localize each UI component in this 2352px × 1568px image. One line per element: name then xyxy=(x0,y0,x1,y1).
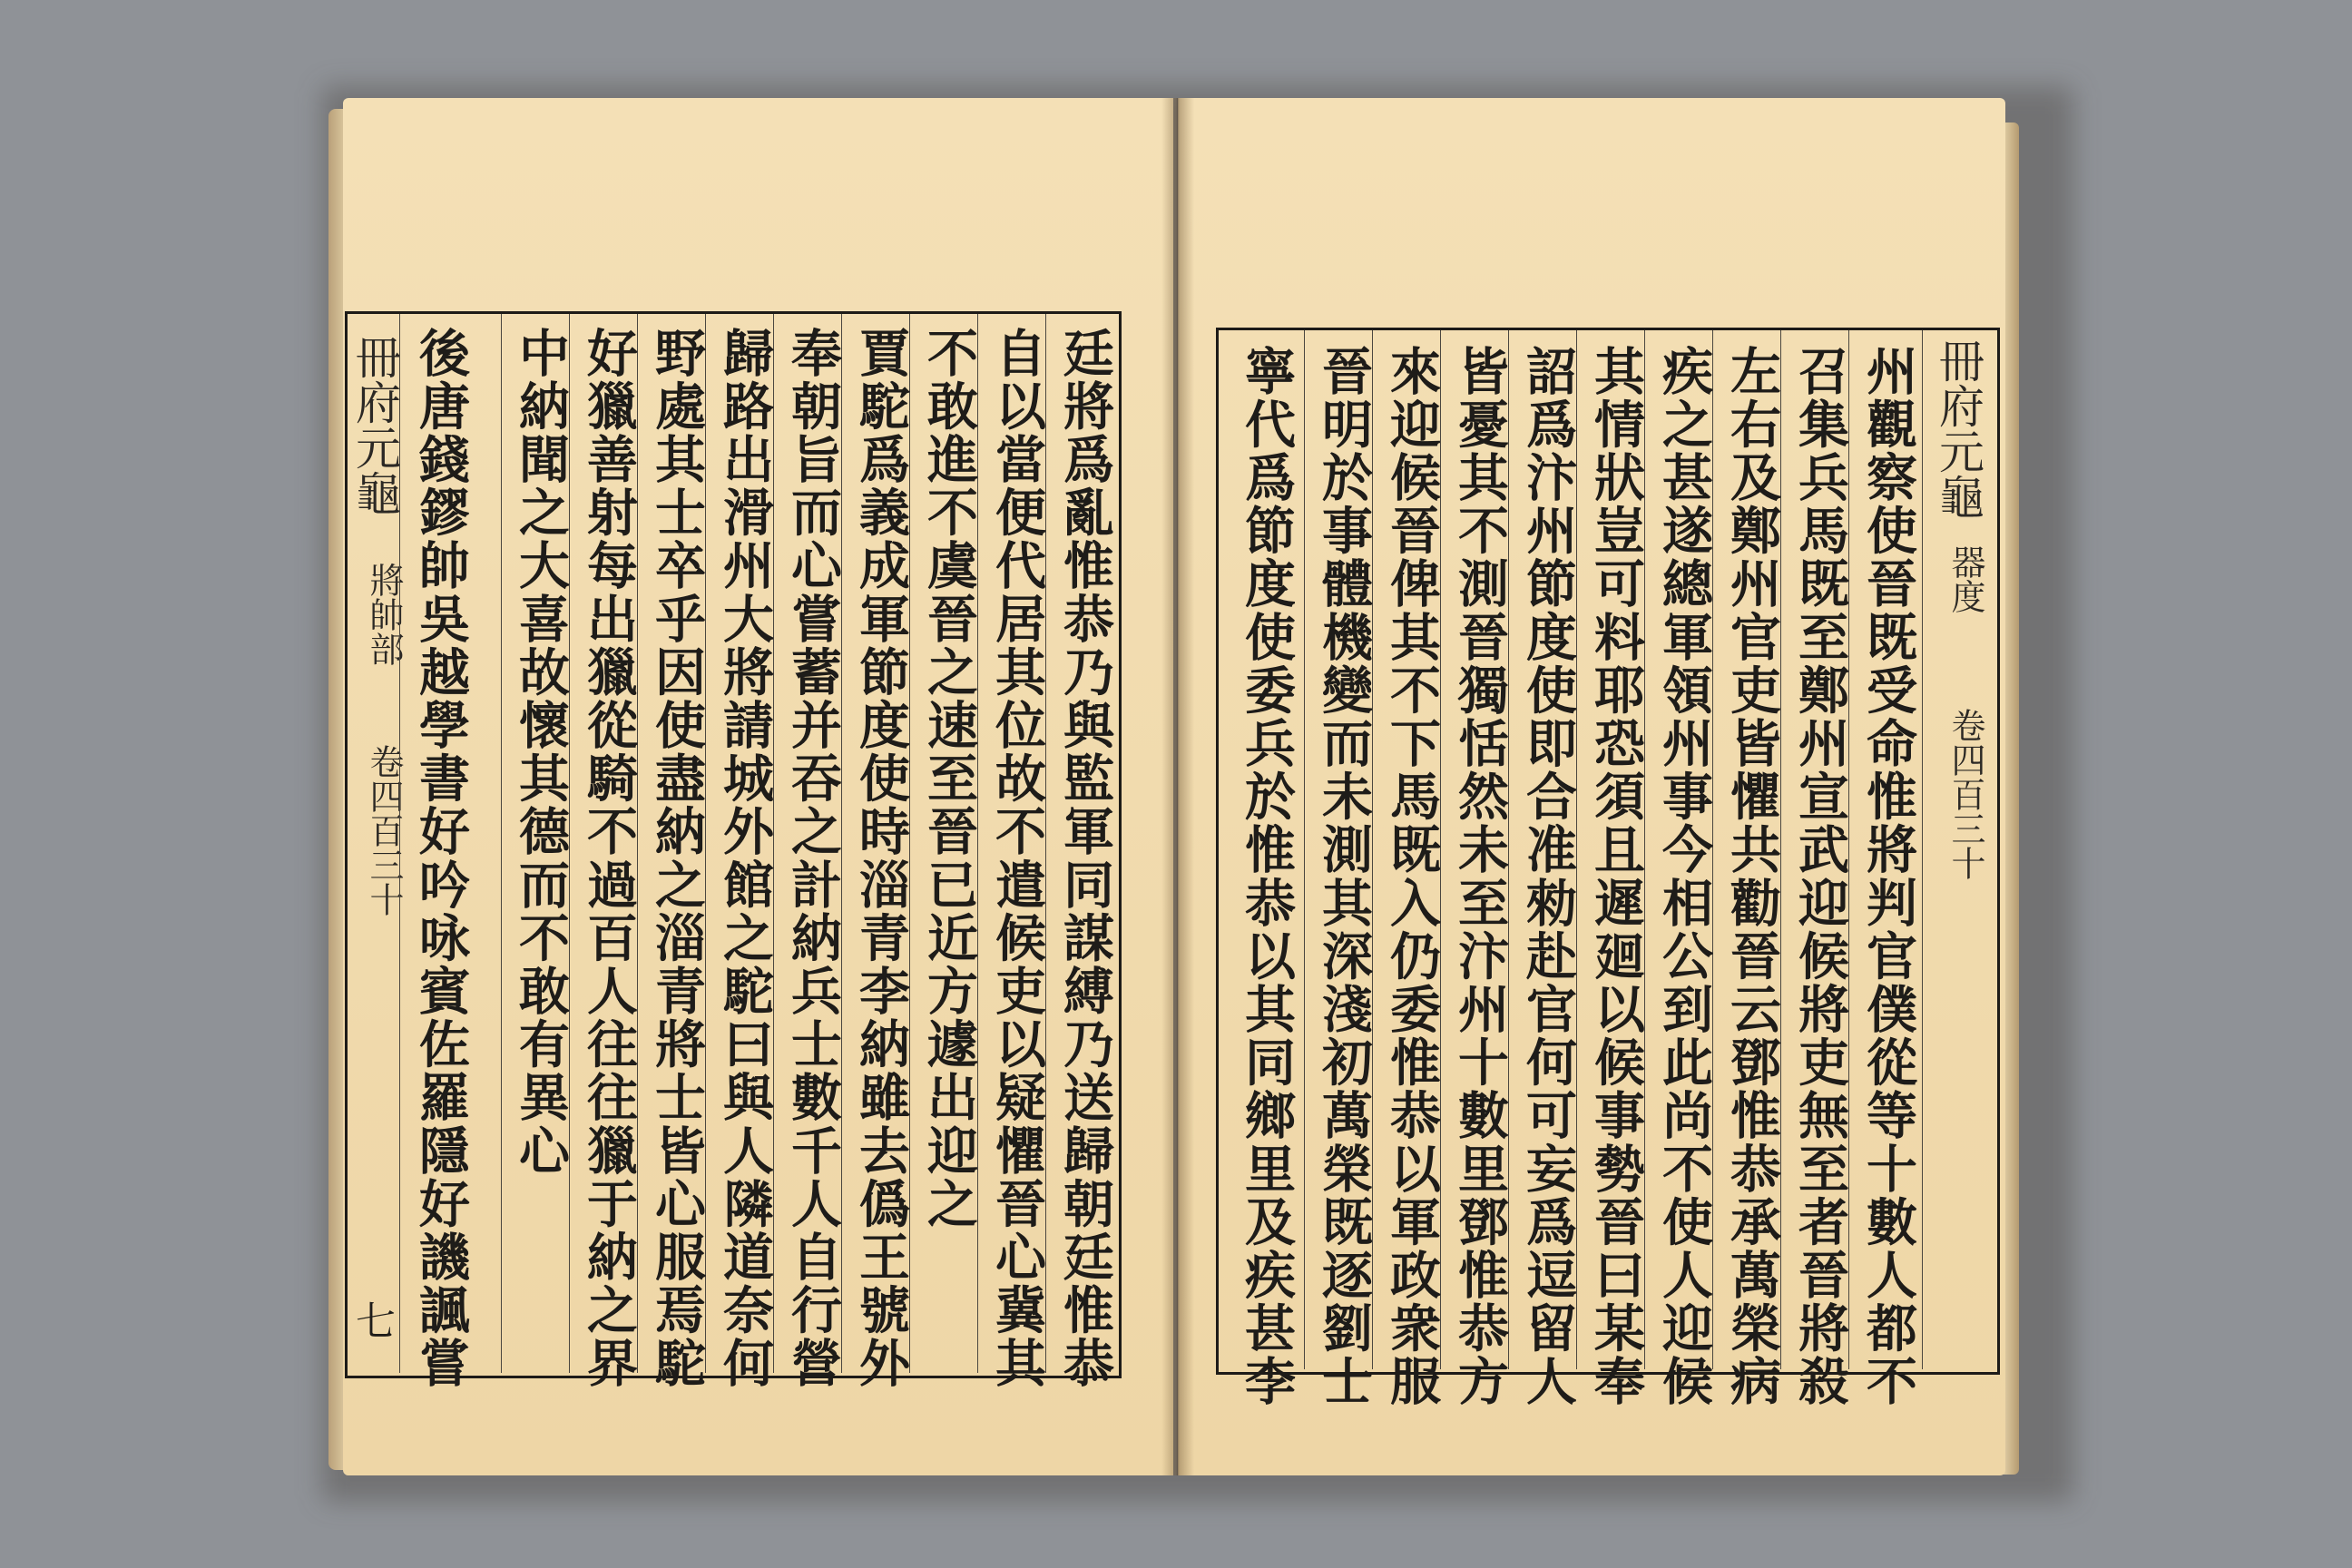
left-column-5: 奉朝旨而心嘗蓄并吞之計納兵士數千人自行營 xyxy=(783,327,843,1390)
left-column-6: 歸路出滑州大將請城外館之駝曰與人隣道奈何 xyxy=(715,327,775,1390)
right-column-2: 召集兵馬既至鄭州宣武迎候將吏無至者晉將殺 xyxy=(1790,345,1850,1408)
right-column-6: 詔爲汴州節度使即合准勑赴官何可妄爲逗留人 xyxy=(1518,345,1578,1408)
right-column-1: 州觀察使晉既受命惟將判官僕從等十數人都不 xyxy=(1858,345,1918,1408)
right-column-5: 其情狀豈可料耶恐須且遲廻以候事勢晉曰某奉 xyxy=(1586,345,1646,1408)
left-column-4: 賈駝爲義成軍節度使時淄青李納雖去僞王號外 xyxy=(851,327,911,1390)
left-column-8: 好獵善射每出獵從騎不過百人往往獵于納之界 xyxy=(579,327,639,1390)
right-column-3: 左右及鄭州官吏皆懼共勸晉云鄧惟恭承萬榮病 xyxy=(1722,345,1782,1408)
right-column-9: 晉明於事體機變而未測其深淺初萬榮既逐劉士 xyxy=(1314,345,1374,1408)
column-rule xyxy=(1304,330,1305,1369)
left-column-1: 廷將爲亂惟恭乃與監軍同謀縛乃送歸朝廷惟恭 xyxy=(1055,327,1115,1390)
right-margin-volume: 卷四百三十 xyxy=(1945,708,1985,880)
left-margin-section: 將帥部 xyxy=(364,563,404,666)
right-margin-title: 冊府元龜 xyxy=(1932,338,1984,519)
right-column-8: 來迎候晉俾其不下馬既入仍委惟恭以軍政衆服 xyxy=(1382,345,1442,1408)
right-column-10: 寧代爲節度使委兵於惟恭以其同鄉里及疾甚李 xyxy=(1237,345,1297,1408)
left-folio: 七 xyxy=(356,1298,396,1345)
column-rule xyxy=(501,314,502,1373)
left-column-9: 中納聞之大喜故懷其德而不敢有異心 xyxy=(511,327,571,1178)
left-column-3: 不敢進不虞晉之速至晉已近方遽出迎之 xyxy=(919,327,979,1231)
book-gutter xyxy=(1161,98,1194,1475)
left-margin-volume: 卷四百三十 xyxy=(364,744,404,916)
left-column-2: 自以當便代居其位故不遣候吏以疑懼晉心冀其 xyxy=(987,327,1047,1390)
right-margin-subject: 器度 xyxy=(1945,544,1985,613)
left-margin-title: 冊府元龜 xyxy=(348,334,401,515)
right-column-4: 疾之甚遂總軍領州事今相公到此尚不使人迎候 xyxy=(1654,345,1714,1408)
right-column-7: 皆憂其不測晉獨恬然未至汴州十數里鄧惟恭方 xyxy=(1450,345,1510,1408)
right-margin-rule xyxy=(1922,330,1923,1369)
left-column-7: 野處其士卒乎因使盡納之淄青將士皆心服焉駝 xyxy=(647,327,707,1390)
left-column-10: 後唐錢鏐帥吳越學書好吟咏賓佐羅隱好譏諷嘗 xyxy=(411,327,471,1390)
left-margin-rule xyxy=(399,314,400,1373)
